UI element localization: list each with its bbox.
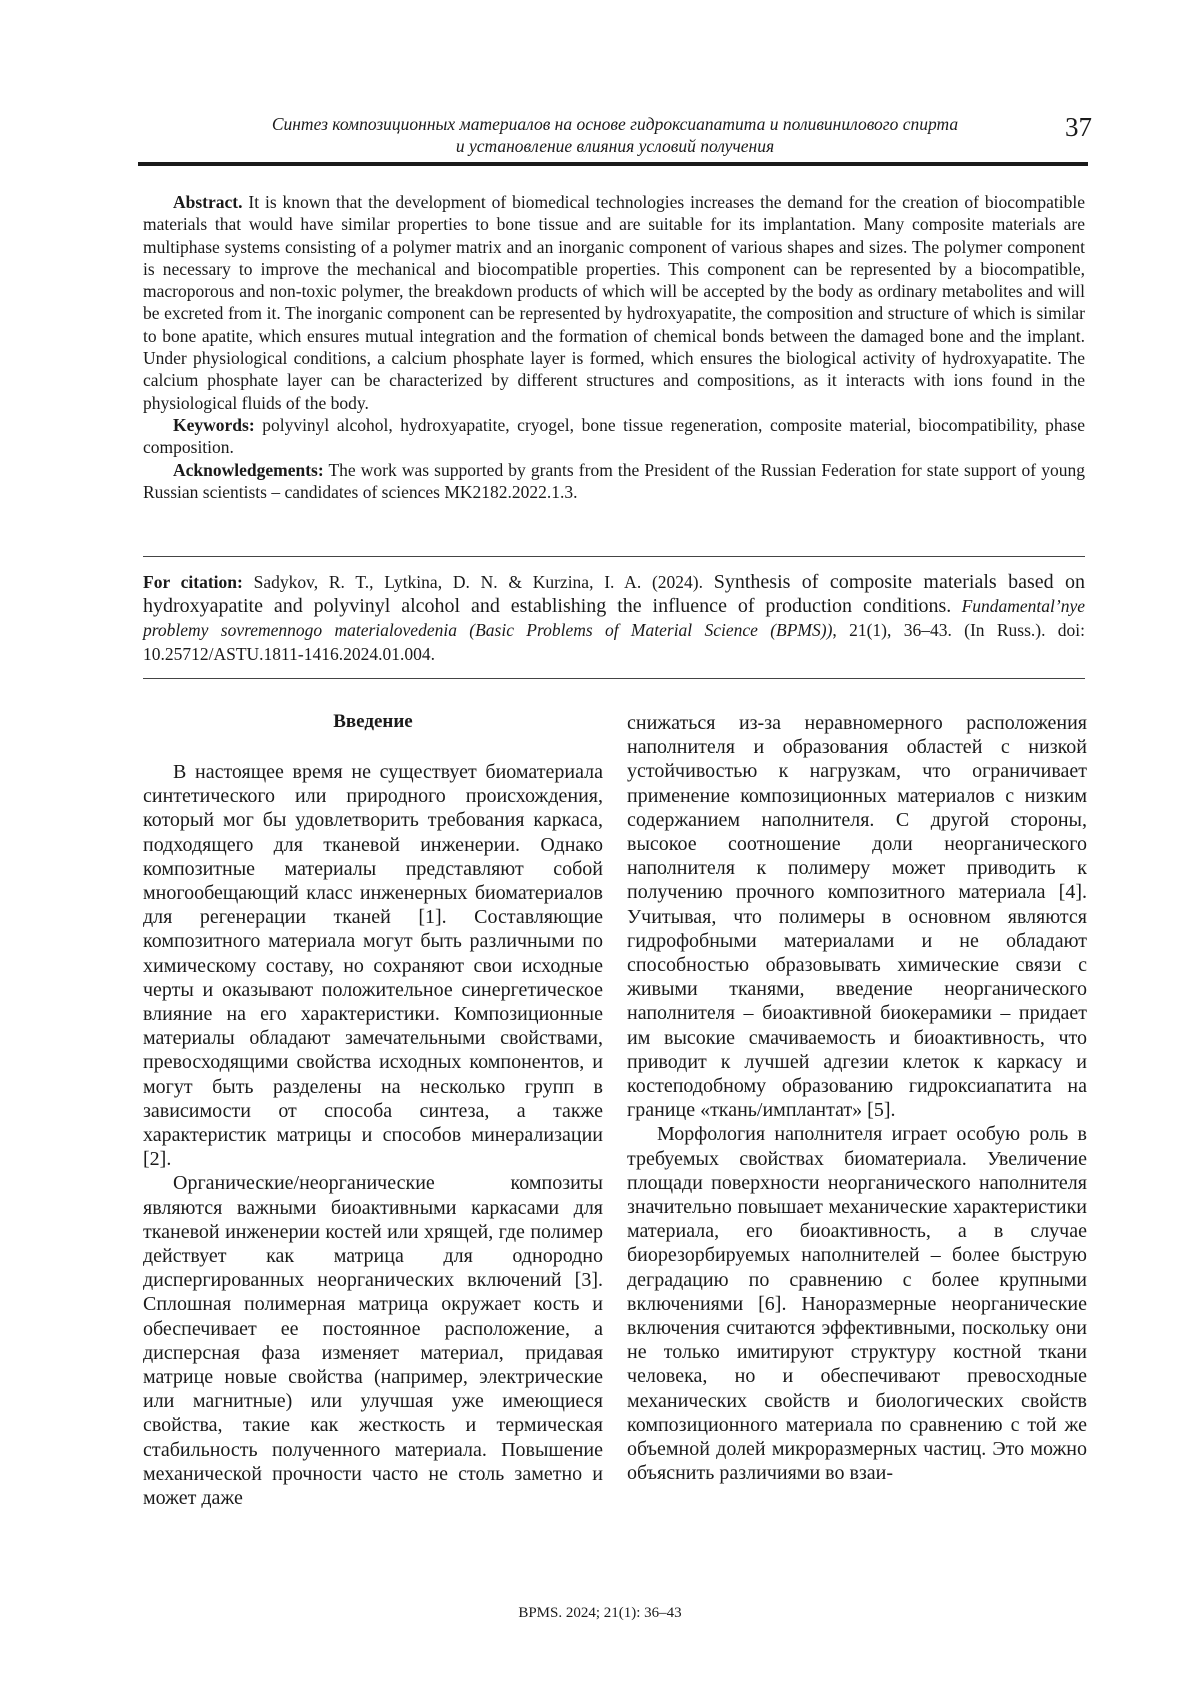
citation-authors: Sadykov, R. T., Lytkina, D. N. & Kurzina, I. A. (2024). (242, 572, 714, 592)
citation-bottom-rule (143, 678, 1085, 679)
abstract-text: It is known that the development of biomedical technologies increases the demand for the creation of biocompatible materials that would have similar properties to bone tissue and are suitable for its implantation. Many composite materials are multiphase systems consisting of a polymer matrix and an inorganic component of various shapes and sizes. The polymer component is necessary to improve the mechanical and biocompatible properties. This component can be represented by a biocompatible, macroporous and non-toxic polymer, the breakdown products of which will be accepted by the body as ordinary metabolites and will be excreted from it. The inorganic component can be represented by hydroxyapatite, the composition and structure of which is similar to bone apatite, which ensures mutual integration and the formation of chemical bonds between the damaged bone and the implant. Under physiological conditions, a calcium phosphate layer is formed, which ensures the biological activity of hydroxyapatite. The calcium phosphate layer can be characterized by different structures and compositions, as it interacts with ions found in the physiological fluids of the body. (143, 192, 1085, 413)
abstract-label: Abstract. (173, 192, 243, 212)
abstract (143, 191, 1085, 414)
keywords-label: Keywords: (173, 414, 255, 435)
section-heading: Введение (333, 711, 413, 732)
citation-title: Synthesis of composite materials based on hydroxyapatite and polyvinyl alcohol and establishing the influence of production conditions. (143, 571, 1085, 617)
page-number: 37 (1065, 112, 1092, 142)
citation-details: , 21(1), 36–43. (In Russ.). doi: 10.25712/ASTU.1811-1416.2024.01.004. (143, 620, 1086, 664)
paragraph: В настоящее время не существует биоматериала синтетического или природного происхождения, который мог бы удовлетворить требования каркаса, подходящего для тканевой инженерии. Однако композитные материалы представляют собой многообещающий класс инженерных биоматериалов для регенерации тканей [1]. Составляющие композитного материала могут быть различными по химическому составу, но сохраняют свои исходные черты и оказывают положительное синергетическое влияние на его характеристики. Композиционные материалы обладают замечательными свойствами, превосходящими свойства исходных компонентов, и могут быть разделены на несколько групп в зависимости от способа синтеза, а также характеристик матрицы и способов минерализации [2]. (143, 761, 603, 1171)
citation-journal: Fundamental’nye problemy sovremennogo materialovedenia (Basic Problems of Material Science (BPMS)) (143, 596, 1086, 640)
citation-top-rule (143, 556, 1085, 557)
running-title (200, 113, 1030, 157)
paragraph: Органические/неорганические композиты являются важными биоактивными каркасами для тканевой инженерии костей или хрящей, где полимер действует как матрица для однородно диспергированных неорганических включений [3]. Сплошная полимерная матрица окружает кость и обеспечивает ее постоянное расположение, а дисперсная фаза изменяет материал, придавая матрице новые свойства (например, электрические или магнитные) или улучшая уже имеющиеся свойства, такие как жесткость и термическая стабильность полученного материала. Повышение механической прочности часто не столь заметно и может даже (143, 1172, 603, 1510)
acknowledgements (143, 459, 1085, 504)
page-footer: BPMS. 2024; 21(1): 36–43 (518, 1605, 682, 1621)
right-column (627, 711, 1087, 1486)
abstract-block (143, 191, 1085, 503)
citation-label: For citation: (143, 572, 243, 592)
citation-block (143, 570, 1085, 666)
running-title-line1: Синтез композиционных материалов на основе гидроксиапатита и поливинилового спирта (271, 114, 959, 134)
keywords (143, 414, 1085, 459)
left-column (143, 710, 603, 1510)
paragraph: снижаться из-за неравномерного расположения наполнителя и образования областей с низкой устойчивостью к нагрузкам, что ограничивает применение композиционных материалов с низким содержанием наполнителя. С другой стороны, высокое соотношение доли неорганического наполнителя к полимеру может приводить к получению прочного композитного материала [4]. Учитывая, что полимеры в основном являются гидрофобными материалами и не обладают способностью образовывать химические связи с живыми тканями, введение неорганического наполнителя – биоактивной биокерамики – придает им высокие смачиваемость и биоактивность, что приводит к лучшей адгезии клеток к каркасу и костеподобному образованию гидроксиапатита на границе «ткань/имплантат» [5]. (627, 712, 1087, 1122)
running-title-line2: и установление влияния условий получения (455, 136, 775, 156)
acknowledgements-label: Acknowledgements: (173, 459, 324, 480)
paragraph: Морфология наполнителя играет особую роль в требуемых свойствах биоматериала. Увеличение площади поверхности неорганического наполнителя значительно повышает механические характеристики материала, его биоактивность, а в случае биорезорбируемых наполнителей – более быструю деградацию по сравнению с более крупными включениями [6]. Наноразмерные неорганические включения считаются эффективными, поскольку они не только имитируют структуру костной ткани человека, но и обеспечивают превосходные механических свойств и биологических свойств композиционного материала по сравнению с той же объемной долей микроразмерных частиц. Это можно объяснить различиями во взаи- (627, 1123, 1087, 1485)
keywords-text: polyvinyl alcohol, hydroxyapatite, cryogel, bone tissue regeneration, composite material, biocompatibility, phase composition. (143, 414, 1085, 458)
acknowledgements-text: The work was supported by grants from the President of the Russian Federation for state support of young Russian scientists – candidates of sciences MK2182.2022.1.3. (143, 459, 1085, 502)
header-rule (138, 162, 1088, 166)
